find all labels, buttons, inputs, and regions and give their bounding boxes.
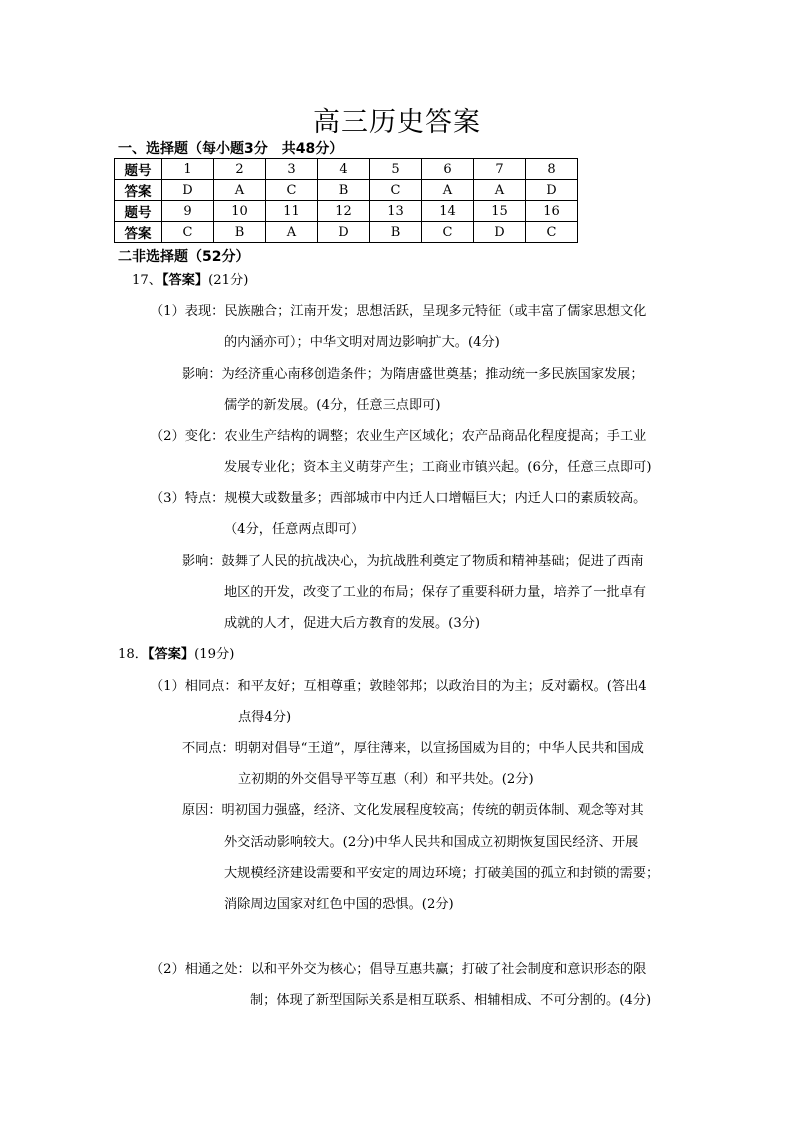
answer-table-cell: 9 xyxy=(162,201,214,222)
q18-line: 外交活动影响较大。(2分)中华人民共和国成立初期恢复国民经济、开展 xyxy=(224,835,639,850)
answer-table-cell: C xyxy=(422,222,474,243)
q17-line: （4分，任意两点即可） xyxy=(224,522,365,537)
answer-table-cell: C xyxy=(266,180,318,201)
answer-table-row xyxy=(115,159,578,180)
answer-table-cell: A xyxy=(214,180,266,201)
answer-table-cell: C xyxy=(526,222,578,243)
q17-line: 发展专业化；资本主义萌芽产生；工商业市镇兴起。(6分，任意三点即可) xyxy=(224,460,652,475)
q17-tag: 【答案】 xyxy=(161,273,209,288)
answer-table-cell: D xyxy=(162,180,214,201)
answer-table-cell: C xyxy=(162,222,214,243)
q17-header xyxy=(132,272,248,290)
q18-line: 立初期的外交倡导平等互惠（利）和平共处。(2分) xyxy=(238,772,534,787)
answer-table-row-label: 答案 xyxy=(115,222,162,243)
answer-table-cell: 11 xyxy=(266,201,318,222)
q18-line: 大规模经济建设需要和平安定的周边环境；打破美国的孤立和封锁的需要； xyxy=(224,866,660,881)
answer-table-cell: A xyxy=(474,180,526,201)
q17-line: 地区的开发，改变了工业的布局；保存了重要科研力量，培养了一批卓有 xyxy=(224,585,646,600)
q17-number: 17、 xyxy=(132,273,162,288)
answer-table-cell: 7 xyxy=(474,159,526,180)
answer-table-cell: 14 xyxy=(422,201,474,222)
q18-line: 不同点：明朝对倡导“王道”，厚往薄来，以宣扬国威为目的；中华人民共和国成 xyxy=(182,741,644,756)
answer-table-cell: 10 xyxy=(214,201,266,222)
answer-table-cell: B xyxy=(318,180,370,201)
answer-table-row xyxy=(115,180,578,201)
answer-table-cell: 16 xyxy=(526,201,578,222)
answer-table-cell: D xyxy=(526,180,578,201)
answer-table-cell: A xyxy=(422,180,474,201)
answer-table-cell: A xyxy=(266,222,318,243)
answer-table-cell: 15 xyxy=(474,201,526,222)
answer-table-cell: 3 xyxy=(266,159,318,180)
q18-header xyxy=(118,646,234,664)
answer-table-row xyxy=(115,222,578,243)
q18-line: 制；体现了新型国际关系是相互联系、相辅相成、不可分割的。(4分) xyxy=(250,993,652,1008)
q17-line: 影响：为经济重心南移创造条件；为隋唐盛世奠基；推动统一多民族国家发展； xyxy=(182,367,644,382)
answer-table-row-label: 答案 xyxy=(115,180,162,201)
q18-tag: 【答案】 xyxy=(147,647,195,662)
answer-table-cell: 5 xyxy=(370,159,422,180)
q17-line: 的内涵亦可）；中华文明对周边影响扩大。(4分) xyxy=(224,335,500,350)
answer-table-cell: 12 xyxy=(318,201,370,222)
answer-table xyxy=(114,158,578,243)
answer-table-cell: 6 xyxy=(422,159,474,180)
answer-table-cell: 1 xyxy=(162,159,214,180)
q18-line: 原因：明初国力强盛，经济、文化发展程度较高；传统的朝贡体制、观念等对其 xyxy=(182,803,644,818)
answer-table-row-label: 题号 xyxy=(115,201,162,222)
answer-table-cell: 8 xyxy=(526,159,578,180)
q18-line: 消除周边国家对红色中国的恐惧。(2分) xyxy=(224,897,454,912)
answer-table-cell: D xyxy=(474,222,526,243)
answer-table-cell: B xyxy=(370,222,422,243)
answer-table-cell: C xyxy=(370,180,422,201)
q17-line: （1）表现：民族融合；江南开发；思想活跃，呈现多元特征（或丰富了儒家思想文化 xyxy=(150,304,647,319)
answer-table-cell: 13 xyxy=(370,201,422,222)
answer-table-row-label: 题号 xyxy=(115,159,162,180)
q17-line: 儒学的新发展。(4分，任意三点即可) xyxy=(224,398,441,413)
q17-line: 成就的人才，促进大后方教育的发展。(3分) xyxy=(224,616,481,631)
answer-table-cell: D xyxy=(318,222,370,243)
q17-line: 影响：鼓舞了人民的抗战决心，为抗战胜利奠定了物质和精神基础；促进了西南 xyxy=(182,554,644,569)
section1-heading: 一、选择题（每小题3分 共48分） xyxy=(118,141,344,157)
q18-score: (19分) xyxy=(194,647,235,662)
answer-table-row xyxy=(115,201,578,222)
q18-line: （1）相同点：和平友好；互相尊重；敦睦邻邦；以政治目的为主；反对霸权。(答出4 xyxy=(150,679,647,694)
section2-heading: 二非选择题（52分） xyxy=(118,249,250,265)
q17-line: （2）变化：农业生产结构的调整；农业生产区域化；农产品商品化程度提高；手工业 xyxy=(150,429,647,444)
answer-table-cell: B xyxy=(214,222,266,243)
q17-line: （3）特点：规模大或数量多；西部城市中内迁人口增幅巨大；内迁人口的素质较高。 xyxy=(150,491,647,506)
q18-number: 18． xyxy=(118,647,148,662)
q18-line: （2）相通之处：以和平外交为核心；倡导互惠共赢；打破了社会制度和意识形态的限 xyxy=(150,962,647,977)
answer-table-cell: 4 xyxy=(318,159,370,180)
q17-score: (21分) xyxy=(208,273,249,288)
answer-table-cell: 2 xyxy=(214,159,266,180)
page-title: 高三历史答案 xyxy=(313,107,481,138)
q18-line: 点得4分) xyxy=(238,710,292,725)
